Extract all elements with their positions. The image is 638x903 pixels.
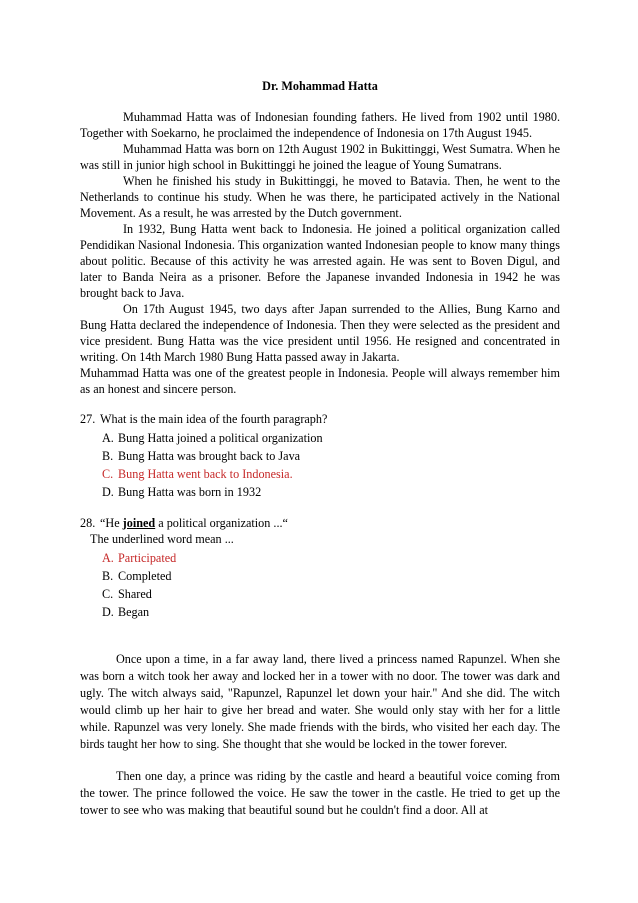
story-passage (80, 651, 560, 819)
question-text: “He joined a political organization ...“ (100, 516, 288, 530)
paragraph-3: When he finished his study in Bukittinggi, he moved to Batavia. Then, he went to the Netherlands to continue his study. When he was there, he participated actively in the National Movement. As a result, he was arrested by the Dutch government. (80, 174, 560, 220)
option-a-correct: A. Participated (102, 551, 177, 565)
option-list (102, 429, 560, 501)
question-28 (80, 515, 560, 621)
question-number: 27. (80, 412, 96, 426)
option-a: A. Bung Hatta joined a political organization (102, 431, 323, 445)
question-text: What is the main idea of the fourth paragraph? (100, 412, 328, 426)
closing-paragraph: Muhammad Hatta was one of the greatest people in Indonesia. People will always remember him as an honest and sincere person. (80, 366, 560, 396)
option-b: B. Completed (102, 569, 172, 583)
document-page (80, 78, 560, 819)
question-number: 28. (80, 516, 96, 530)
story-paragraph-2: Then one day, a prince was riding by the castle and heard a beautiful voice coming from the tower. The prince followed the voice. He saw the tower in the castle. He tried to get up the tower to see who was making that beautiful sound but he couldn't find a door. All at (80, 769, 560, 818)
paragraph-4: In 1932, Bung Hatta went back to Indonesia. He joined a political organization called Pendidikan Nasional Indonesia. This organization wanted Indonesian people to know many things about politic. Because of this activity he was arrested again. He was sent to Boven Digul, and later to Banda Neira as a prisoner. Before the Japanese invanded Indonesia in 1942 he was brought back to Java. (80, 222, 560, 300)
option-b: B. Bung Hatta was brought back to Java (102, 449, 301, 463)
question-27 (80, 411, 560, 501)
option-d: D. Began (102, 605, 150, 619)
option-list (102, 549, 560, 621)
paragraph-2: Muhammad Hatta was born on 12th August 1902 in Bukittinggi, West Sumatra. When he was still in junior high school in Bukittinggi he joined the league of Young Sumatrans. (80, 142, 560, 172)
story-paragraph-1: Once upon a time, in a far away land, there lived a princess named Rapunzel. When she was born a witch took her away and locked her in a tower with no door. The tower was dark and ugly. The witch always said, "Rapunzel, Rapunzel let down your hair." And she did. The witch would climb up her hair to give her bread and water. She would only stay with her for a little while. Rapunzel was very lonely. She made friends with the birds, who visited her each day. The birds taught her how to sing. She thought that she would be locked in the tower forever. (80, 652, 560, 751)
document-title: Dr. Mohammad Hatta (262, 79, 378, 93)
option-c: C. Shared (102, 587, 152, 601)
option-c-correct: C. Bung Hatta went back to Indonesia. (102, 467, 293, 481)
paragraph-1: Muhammad Hatta was of Indonesian founding fathers. He lived from 1902 until 1980. Together with Soekarno, he proclaimed the independence of Indonesia on 17th August 1945. (80, 110, 560, 140)
paragraph-5: On 17th August 1945, two days after Japan surrended to the Allies, Bung Karno and Bung Hatta declared the independence of Indonesia. Then they were selected as the president and vice president. Bung Hatta was the vice president until 1956. He resigned and concentrated in writing. On 14th March 1980 Bung Hatta passed away in Jakarta. (80, 302, 560, 364)
underlined-word: joined (122, 516, 156, 530)
question-subtext: The underlined word mean ... (90, 532, 234, 546)
option-d: D. Bung Hatta was born in 1932 (102, 485, 262, 499)
